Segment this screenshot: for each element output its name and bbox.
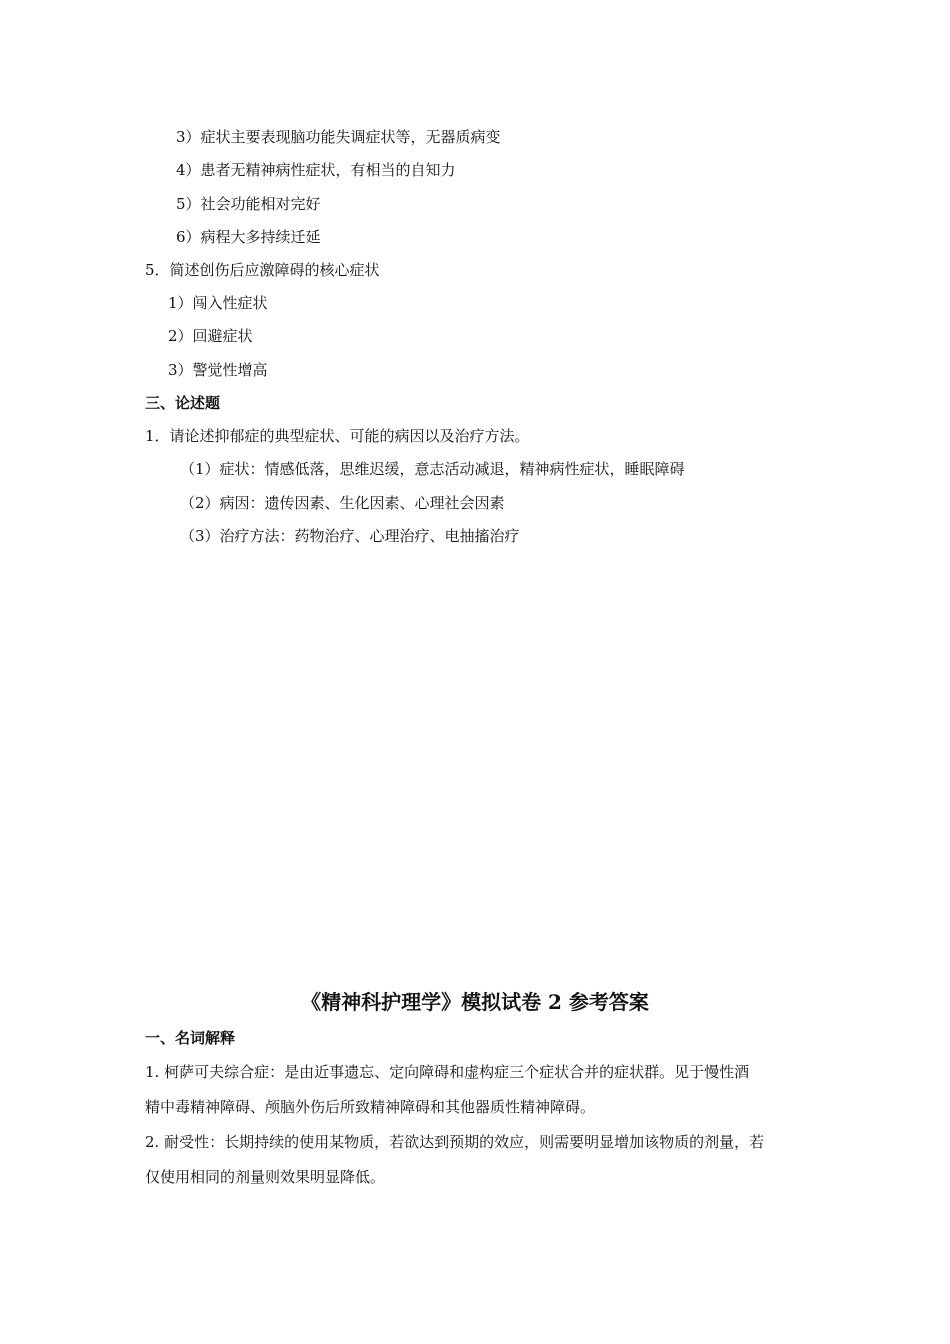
definition-paragraph: 精中毒精神障碍、颅脑外伤后所致精神障碍和其他器质性精神障碍。 [145,1098,596,1116]
definition-paragraph: 仅使用相同的剂量则效果明显降低。 [145,1168,386,1186]
answer-item: 4）患者无精神病性症状，有相当的自知力 [176,161,456,179]
answer-item: 5）社会功能相对完好 [176,195,321,213]
answer-item: 1）闯入性症状 [168,294,268,312]
page-title: 《精神科护理学》模拟试卷 2 参考答案 [301,990,649,1014]
answer-item: 6）病程大多持续迁延 [176,228,321,246]
answer-item: （1）症状：情感低落，思维迟缓，意志活动减退，精神病性症状，睡眠障碍 [180,460,685,478]
definition-paragraph: 2. 耐受性：长期持续的使用某物质，若欲达到预期的效应，则需要明显增加该物质的剂量，若 [145,1133,765,1151]
section-heading-definitions: 一、名词解释 [145,1029,236,1047]
answer-item: 2）回避症状 [168,327,253,345]
section-heading-essay: 三、论述题 [145,394,221,412]
definition-paragraph: 1. 柯萨可夫综合症：是由近事遗忘、定向障碍和虚构症三个症状合并的症状群。见于慢性酒 [145,1063,750,1081]
answer-item: （3）治疗方法：药物治疗、心理治疗、电抽搐治疗 [180,527,520,545]
answer-item: 3）警觉性增高 [168,361,268,379]
question-5: 5．简述创伤后应激障碍的核心症状 [145,261,380,279]
answer-item: 3）症状主要表现脑功能失调症状等，无器质病变 [176,128,501,146]
essay-question: 1．请论述抑郁症的典型症状、可能的病因以及治疗方法。 [145,427,530,445]
answer-item: （2）病因：遗传因素、生化因素、心理社会因素 [180,494,505,512]
